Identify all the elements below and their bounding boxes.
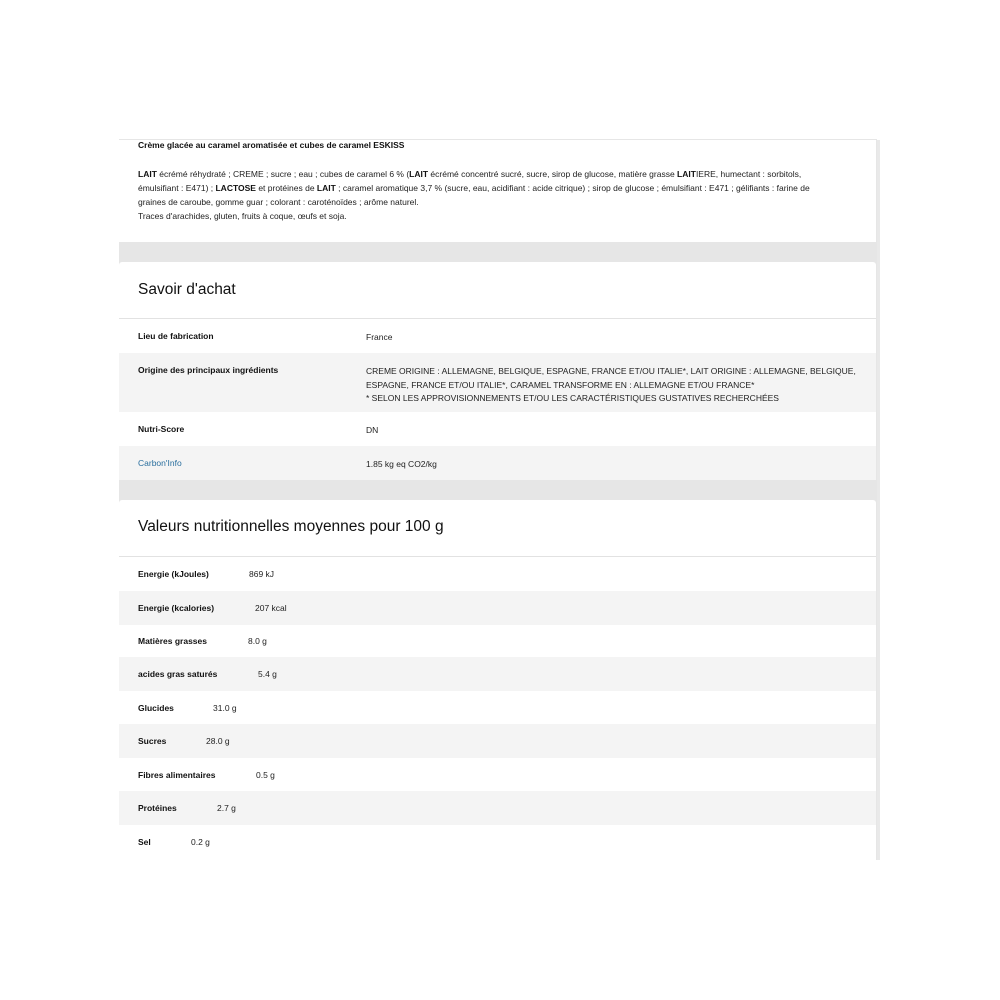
allergen-text: LACTOSE bbox=[215, 183, 256, 193]
section-title: Savoir d'achat bbox=[138, 281, 236, 298]
nutrient-label: Sel bbox=[138, 837, 151, 847]
nutrition-row bbox=[119, 691, 876, 725]
row-value: France bbox=[366, 332, 393, 342]
savoir-achat-card bbox=[119, 262, 876, 480]
nutrient-label: Protéines bbox=[138, 803, 177, 813]
nutrition-row bbox=[119, 791, 876, 825]
nutrient-value: 0.5 g bbox=[256, 770, 275, 780]
nutrient-value: 0.2 g bbox=[191, 837, 210, 847]
ingredient-text: et protéines de bbox=[255, 183, 317, 193]
nutrient-label: acides gras saturés bbox=[138, 669, 218, 679]
nutrient-label: Sucres bbox=[138, 736, 167, 746]
nutrition-row bbox=[119, 591, 876, 625]
allergen-text: LAIT bbox=[138, 169, 157, 179]
nutrient-label: Energie (kJoules) bbox=[138, 569, 209, 579]
nutrition-row bbox=[119, 724, 876, 758]
ingredients-card bbox=[119, 140, 876, 242]
row-label: Origine des principaux ingrédients bbox=[138, 365, 279, 375]
info-row-fabrication bbox=[119, 319, 876, 353]
nutrition-row bbox=[119, 557, 876, 591]
ingredient-text: IERE, humectant : sorbitols, bbox=[695, 169, 802, 179]
section-title: Valeurs nutritionnelles moyennes pour 100 g bbox=[138, 518, 444, 535]
nutrition-row bbox=[119, 758, 876, 792]
product-name: Crème glacée au caramel aromatisée et cubes de caramel ESKISS bbox=[138, 140, 405, 150]
row-value bbox=[366, 365, 856, 406]
ingredients-line-2 bbox=[138, 181, 858, 195]
row-value: 1.85 kg eq CO2/kg bbox=[366, 459, 437, 469]
allergen-text: LAIT bbox=[409, 169, 429, 179]
nutrition-row bbox=[119, 657, 876, 691]
origin-line-1: CREME ORIGINE : ALLEMAGNE, BELGIQUE, ESPAGNE, FRANCE ET/OU ITALIE*, LAIT ORIGINE : ALLEMAGNE, BELGIQUE, bbox=[366, 366, 856, 376]
nutrient-value: 207 kcal bbox=[255, 603, 287, 613]
nutrient-value: 28.0 g bbox=[206, 736, 230, 746]
nutrient-label: Energie (kcalories) bbox=[138, 603, 215, 613]
nutrition-row bbox=[119, 825, 876, 859]
nutrient-value: 5.4 g bbox=[258, 669, 277, 679]
right-edge bbox=[877, 140, 880, 860]
info-row-origine bbox=[119, 353, 876, 412]
nutrient-value: 8.0 g bbox=[248, 636, 267, 646]
nutrient-label: Fibres alimentaires bbox=[138, 770, 216, 780]
nutrition-card bbox=[119, 500, 876, 860]
origin-footnote: * SELON LES APPROVISIONNEMENTS ET/OU LES CARACTÉRISTIQUES GUSTATIVES RECHERCHÉES bbox=[366, 393, 779, 403]
origin-line-2: ESPAGNE, FRANCE ET/OU ITALIE*, CARAMEL TRANSFORME EN : ALLEMAGNE ET/OU FRANCE* bbox=[366, 379, 755, 390]
nutrient-value: 31.0 g bbox=[213, 703, 237, 713]
carbon-info-link[interactable]: Carbon'Info bbox=[138, 458, 182, 468]
ingredients-line-1 bbox=[138, 167, 858, 181]
nutrient-label: Glucides bbox=[138, 703, 174, 713]
ingredient-text: écrémé réhydraté ; CREME ; sucre ; eau ; cubes de caramel 6 % ( bbox=[156, 169, 410, 179]
info-row-nutriscore bbox=[119, 412, 876, 446]
ingredients-line-3: graines de caroube, gomme guar ; colorant : caroténoïdes ; arôme naturel. bbox=[138, 197, 419, 207]
ingredient-text: émulsifiant : E471) ; bbox=[138, 183, 216, 193]
nutrient-label: Matières grasses bbox=[138, 636, 207, 646]
row-label: Lieu de fabrication bbox=[138, 331, 214, 341]
row-label: Nutri-Score bbox=[138, 424, 185, 434]
nutrient-value: 2.7 g bbox=[217, 803, 236, 813]
ingredient-text: écrémé concentré sucré, sucre, sirop de glucose, matière grasse bbox=[428, 169, 678, 179]
allergen-text: LAIT bbox=[677, 169, 696, 179]
allergen-text: LAIT bbox=[316, 183, 336, 193]
nutrition-row bbox=[119, 624, 876, 658]
ingredient-text: ; caramel aromatique 3,7 % (sucre, eau, acidifiant : acide citrique) ; sirop de glucose ; émulsifiant : E471 ; gélifiants : farine de bbox=[335, 183, 810, 193]
info-row-carboninfo bbox=[119, 446, 876, 480]
nutrient-value: 869 kJ bbox=[249, 569, 275, 579]
ingredients-text bbox=[138, 167, 858, 223]
row-value: DN bbox=[366, 425, 379, 435]
allergen-traces: Traces d'arachides, gluten, fruits à coque, œufs et soja. bbox=[138, 211, 347, 221]
